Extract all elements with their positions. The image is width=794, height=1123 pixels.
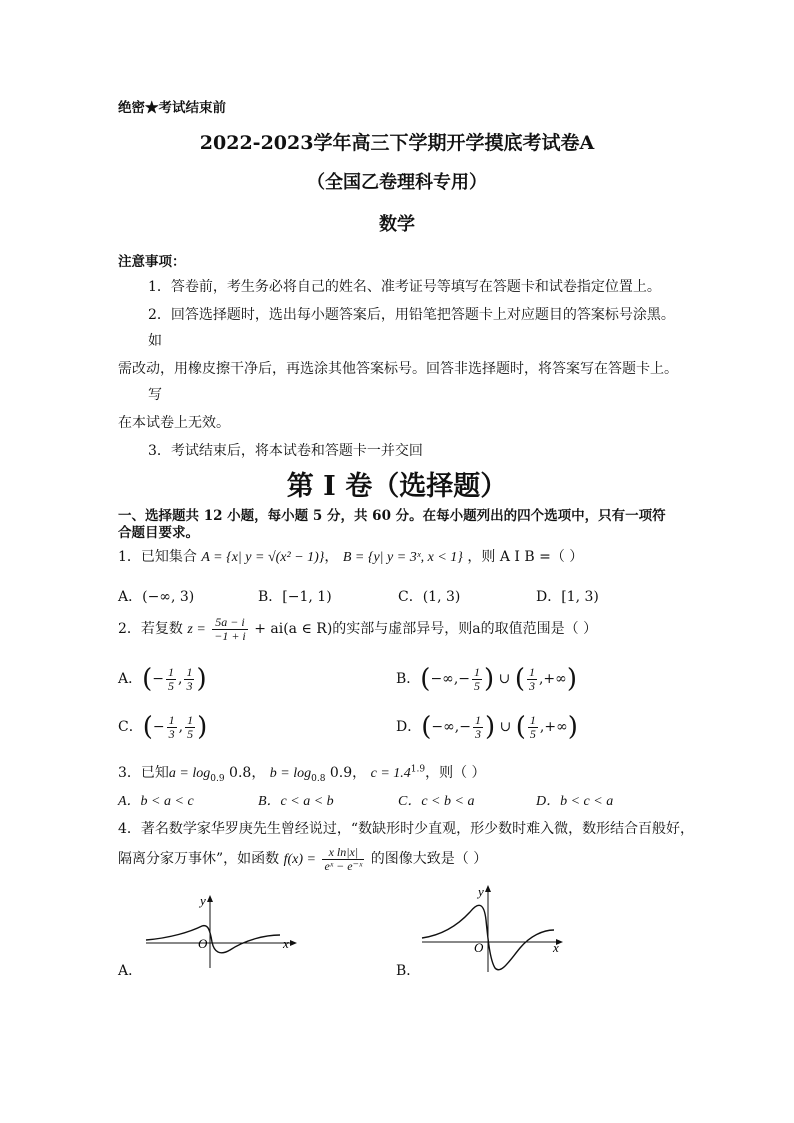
section-instructions-2: 合题目要求。 [118, 525, 199, 541]
q3-a: a = log [168, 766, 211, 781]
exam-subtitle: （全国乙卷理科专用） [307, 172, 487, 193]
q2-a-n2: 1 [186, 664, 193, 679]
question-4-line-2 [118, 846, 487, 872]
q4-graph-a[interactable] [140, 890, 300, 970]
q4-fraction [322, 846, 364, 872]
q2-fraction-denominator: −1 + i [214, 628, 246, 643]
q2-d-d2: 5 [529, 726, 536, 741]
q4-graph-b[interactable] [418, 880, 568, 975]
notes-item-3: 3．考试结束后，将本试卷和答题卡一并交回 [148, 443, 423, 459]
q2-d-n1: 1 [474, 712, 481, 727]
q3-option-c[interactable]: C．c < b < a [398, 794, 475, 809]
q3-a-arg: 0.8 [229, 765, 252, 781]
graph-b-origin: O [474, 940, 484, 955]
q1-set-b: B = {y| y = 3ˣ, x < 1} [342, 550, 463, 565]
notes-item-2: 2．回答选择题时，选出每小题答案后，用铅笔把答题卡上对应题目的答案标号涂黑。 [148, 307, 675, 323]
q3-option-a[interactable]: A．b < a < c [118, 794, 194, 809]
q2-a-d1: 5 [168, 678, 175, 693]
q2-c-label: C． [118, 719, 143, 735]
q3-a-base: 0.9 [210, 773, 225, 784]
q1-option-a[interactable]: A．(−∞, 3) [118, 589, 195, 605]
q1-option-c[interactable]: C．(1, 3) [398, 589, 461, 605]
q2-d-label: D． [396, 719, 422, 735]
section-title: 第 I 卷（选择题） [286, 471, 508, 502]
notes-item-2c: 需改动，用橡皮擦干净后，再选涂其他答案标号。回答非选择题时，将答案写在答题卡上。 [118, 361, 678, 377]
graph-a-y-label: y [200, 893, 206, 908]
q2-a-n1: 1 [168, 664, 175, 679]
exam-title: 2022-2023学年高三下学期开学摸底考试卷A [199, 132, 595, 154]
notes-heading: 注意事项： [118, 254, 186, 270]
notes-item-2e: 在本试卷上无效。 [118, 415, 230, 431]
q4-option-b-label[interactable]: B． [396, 963, 421, 979]
q2-option-c[interactable]: C．(− $\frac{1}{3}$ , $\frac{1}{5}$ ) [118, 712, 208, 742]
q4-fx: f(x) = [283, 852, 316, 868]
subject-label: 数学 [379, 214, 415, 235]
q4-fraction-denominator: eˣ − e⁻ˣ [324, 858, 363, 873]
graph-a-x-label: x [283, 936, 289, 951]
q2-c-n2: 1 [187, 712, 194, 727]
q2-b-label: B． [396, 671, 421, 687]
q2-fraction [212, 616, 248, 642]
q4-fraction-numerator: x ln|x| [322, 846, 364, 860]
q2-c-d1: 3 [168, 726, 175, 741]
q3-b-arg: 0.9 [329, 765, 353, 781]
q1-set-a: A = {x| y = √(x² − 1)} [201, 550, 325, 565]
notes-item-2b: 如 [148, 333, 162, 349]
q2-d-d1: 3 [474, 726, 481, 741]
q2-d-n2: 1 [529, 712, 536, 727]
question-3-stem: 3．已知$a = \log_{0.9} 0.8$， $b = \log_{0.8} 0.9$， $c = 1.4^{1.9}$，则（ ） [118, 764, 486, 784]
question-4-line-1: 4．著名数学家华罗庚先生曾经说过，“数缺形时少直观，形少数时难入微，数形结合百般好， [118, 821, 695, 837]
graph-a-x-arrow [290, 940, 297, 946]
graph-a-y-arrow [207, 895, 213, 902]
q2-c-d2: 5 [187, 726, 194, 741]
q2-option-b[interactable]: B．(−∞,− $\frac{1}{5}$ ) ∪ ( $\frac{1}{3}$ ,+∞) [396, 664, 577, 694]
question-1-stem: 1．已知集合 A = {x| y = √(x² − 1)}， B = {y| y = 3ˣ, x < 1} ，则 A I B =（ ） [118, 549, 584, 565]
q3-ask: ，则（ ） [425, 765, 486, 781]
q1-option-d[interactable]: D．[1, 3) [536, 589, 599, 605]
graph-a-curve [146, 926, 280, 953]
q2-c-n1: 1 [168, 712, 175, 727]
q1-ask: ，则 A I B =（ ） [467, 549, 584, 565]
q4-option-a-label[interactable]: A． [118, 963, 143, 979]
q1-option-b[interactable]: B．[−1, 1) [258, 589, 332, 605]
q3-b: b = log [269, 766, 312, 781]
q3-option-b[interactable]: B．c < a < b [258, 794, 334, 809]
graph-b-x-label: x [553, 940, 559, 955]
secret-mark: 绝密★考试结束前 [118, 100, 226, 116]
q1-prefix: 1．已知集合 [118, 549, 197, 565]
notes-item-1: 1．答卷前，考生务必将自己的姓名、准考证号等填写在答题卡和试卷指定位置上。 [148, 279, 661, 295]
q4-line2b: 的图像大致是（ ） [370, 851, 488, 868]
q3-option-d[interactable]: D．b < c < a [536, 794, 614, 809]
notes-item-2d: 写 [148, 387, 162, 403]
q3-c-exp: 1.9 [410, 764, 426, 775]
q3-c: c = 1.4 [370, 766, 411, 781]
q2-option-a[interactable]: A．(− $\frac{1}{5}$ , $\frac{1}{3}$ ) [118, 664, 207, 694]
q2-z: z = [187, 622, 206, 638]
q3-b-base: 0.8 [311, 773, 326, 784]
q2-b-d1: 5 [474, 678, 481, 693]
question-2-stem [118, 616, 597, 642]
section-instructions-1: 一、选择题共 12 小题，每小题 5 分，共 60 分。在每小题列出的四个选项中，只有一项符 [118, 508, 666, 524]
q3-prefix: 3．已知 [118, 765, 169, 781]
q4-line2a: 隔离分家万事休”，如函数 [118, 851, 280, 868]
q2-a-d2: 3 [186, 678, 193, 693]
q2-prefix: 2．若复数 [118, 621, 183, 638]
graph-a-origin: O [198, 936, 208, 951]
graph-b-y-arrow [485, 885, 491, 892]
q2-b-n1: 1 [474, 664, 481, 679]
q2-rest: + ai(a ∈ R)的实部与虚部异号，则a的取值范围是（ ） [254, 621, 598, 638]
q2-b-n2: 1 [528, 664, 535, 679]
q2-a-label: A． [118, 671, 143, 687]
graph-b-y-label: y [478, 884, 484, 899]
q2-fraction-numerator: 5a − i [212, 616, 248, 630]
q2-option-d[interactable]: D．(−∞,− $\frac{1}{3}$ ) ∪ ( $\frac{1}{5}$ ,+∞) [396, 712, 578, 742]
q2-b-d2: 3 [528, 678, 535, 693]
